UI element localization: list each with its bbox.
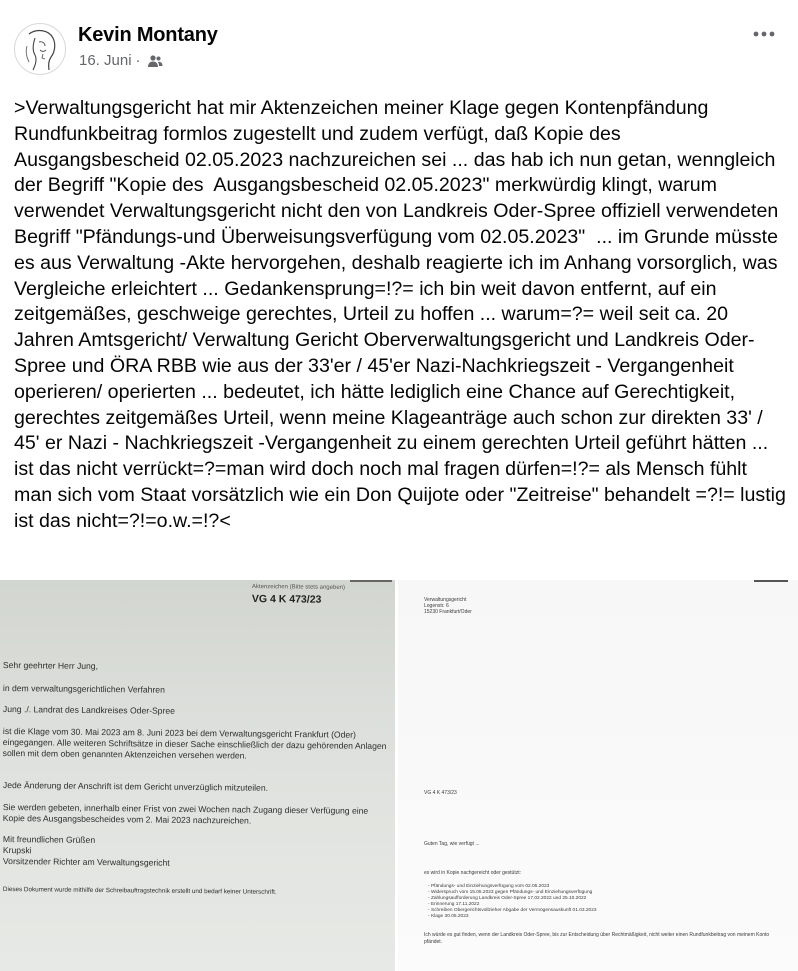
list-item: - Widerspruch vom 15.05.2023 gegen Pfändungs- und Einziehungsverfügung <box>428 890 788 896</box>
meta-separator: · <box>135 52 141 69</box>
parties-line: Jung ./. Landrat des Landkreises Oder-Spree <box>2 704 175 716</box>
closing: Mit freundlichen Grüßen <box>2 834 96 845</box>
signer-title: Vorsitzender Richter am Verwaltungsgericht <box>2 856 170 868</box>
list-item: - Erinnerung 17.11.2022 <box>428 902 788 908</box>
photo-court-letter[interactable] <box>0 580 395 971</box>
intro-line: es wird in Kopie nachgereicht oder gestützt: <box>424 870 521 876</box>
recipient-street: Logenstr. 6 <box>424 603 449 609</box>
list-item: - Klage 30.05.2023 <box>428 914 788 920</box>
post-meta <box>79 52 163 69</box>
author-name[interactable]: Kevin Montany <box>78 24 218 46</box>
photo-reply-letter[interactable] <box>398 580 798 971</box>
document-footer: Dieses Dokument wurde mithilfe der Schreibauftragstechnik erstellt und bedarf keiner Unterschrift. <box>2 885 277 896</box>
avatar[interactable] <box>14 23 66 75</box>
paragraph-receipt: ist die Klage vom 30. Mai 2023 am 8. Juni 2023 bei dem Verwaltungsgericht Frankfurt (Oder) eingegangen. Alle weiteren Schriftsätze in dieser Sache einschließlich der dazu gehörenden Anlagen sollen mit dem oben genannten Aktenzeichen versehen werden. <box>2 726 387 761</box>
list-item: - Pfändungs- und Einziehungsverfügung vom 02.05.2023 <box>428 884 788 890</box>
reference-number: VG 4 K 473/23 <box>251 593 322 606</box>
divider <box>350 580 392 582</box>
post-header <box>0 0 798 90</box>
post-text: >Verwaltungsgericht hat mir Aktenzeichen meiner Klage gegen Kontenpfändung Rundfunkbeitrag formlos zugestellt und zudem verfügt, daß Kopie des Ausgangsbescheid 02.05.2023 nachzureichen sei ... das hab ich nun getan, wenngleich der Begriff "Kopie des Ausgangsbescheid 02.05.2023" merkwürdig klingt, warum verwendet Verwaltungsgericht nicht den von Landkreis Oder-Spree offiziell verwendeten Begriff "Pfändungs-und Überweisungsverfügung vom 02.05.2023" ... im Grunde müsste es aus Verwaltung -Akte hervorgehen, deshalb reagierte ich im Anhang vorsorglich, was Vergleiche erleichtert ... Gedankensprung=!?= ich bin weit davon entfernt, auf ein zeitgemäßes, geschweige gerechtes, Urteil zu hoffen ... warum=?= weil seit ca. 20 Jahren Amtsgericht/ Verwaltung Gericht Oberverwaltungsgericht und Landkreis Oder-Spree und ÖRA RBB wie aus der 33'er / 45'er Nazi-Nachkriegszeit - Vergangenheit operieren/ operierten ... bedeutet, ich hätte lediglich eine Chance auf Gerechtigkeit, gerechtes zeitgemäßes Urteil, wenn meine Klageanträge auch schon zur direkten 33' / 45' er Nazi - Nachkriegszeit -Vergangenheit zu einem gerechten Urteil geführt hätten ... ist das nicht verrückt=?=man wird doch noch mal fragen dürfen=!?= als Mensch fühlt man sich vom Staat vorsätzlich wie ein Don Quijote oder "Zeitreise" behandelt =?!= lustig ist das nicht=?!=o.w.=!?< <box>14 97 792 532</box>
reference-number: VG 4 K 473/23 <box>424 790 457 796</box>
signer-name: Krupski <box>2 845 32 856</box>
recipient-court: Verwaltungsgericht <box>424 597 467 603</box>
paragraph-address-change: Jede Änderung der Anschrift ist dem Gericht unverzüglich mitzuteilen. <box>2 780 269 793</box>
list-item: - Schreiben Obergerichtsvollzieher Abgabe der Vermögensauskunft 01.03.2023 <box>428 908 788 914</box>
paragraph-deadline: Sie werden gebeten, innerhalb einer Frist von zwei Wochen nach Zugang dieser Verfügung eine Kopie des Ausgangsbescheides vom 2. Mai 2023 nachzureichen. <box>2 802 369 826</box>
procedure-line: in dem verwaltungsgerichtlichen Verfahren <box>2 683 165 695</box>
list-item: - Zahlungsaufforderung Landkreis Oder-Spree 17.02.2022 und 25.10.2022 <box>428 896 788 902</box>
recipient-city: 15230 Frankfurt/Oder <box>424 609 472 615</box>
post-date[interactable]: 16. Juni <box>79 52 132 69</box>
more-dots-icon <box>753 31 775 37</box>
closing-paragraph: Ich würde es gut finden, wenn der Landkreis Oder-Spree, bis zur Entscheidung über Rechtmäßigkeit, nicht weiter einen Rundfunkbeitrag von meinem Konto pfändet. <box>424 932 770 945</box>
avatar-sketch-icon <box>15 24 66 75</box>
salutation: Sehr geehrter Herr Jung, <box>2 660 99 671</box>
greeting: Guten Tag, wie verfügt ... <box>424 841 480 847</box>
divider <box>754 580 788 582</box>
more-options-button[interactable] <box>746 22 782 46</box>
attachment-list <box>428 884 788 920</box>
friends-icon[interactable] <box>147 54 163 68</box>
reference-hint: Aktenzeichen (Bitte stets angeben) <box>251 583 346 591</box>
